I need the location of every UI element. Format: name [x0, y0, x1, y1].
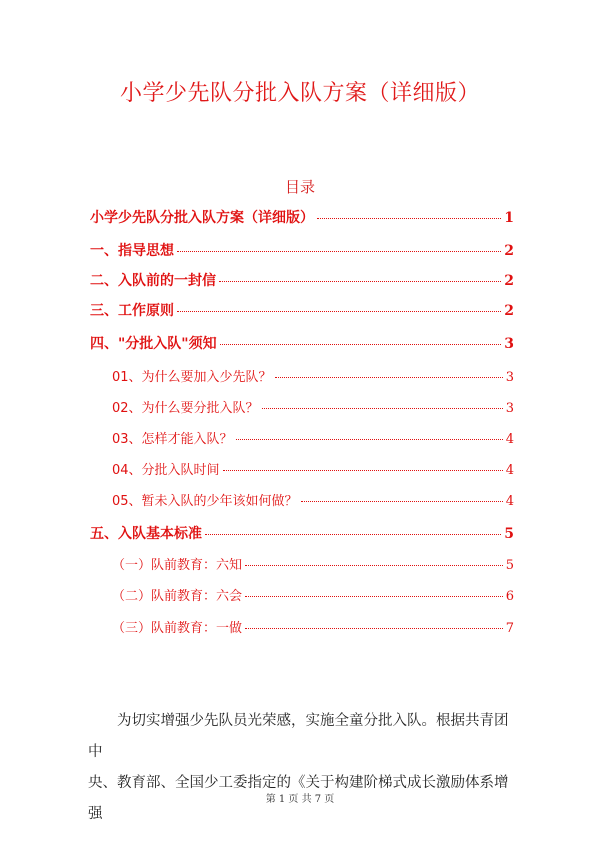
toc-leader-dots	[205, 534, 501, 535]
toc-entry[interactable]	[112, 459, 514, 478]
document-title: 小学少先队分批入队方案（详细版）	[119, 81, 480, 106]
toc-entry-page-number: 2	[504, 243, 514, 259]
toc-entry-label: （三）队前教育：一做	[112, 621, 243, 636]
toc-entry-page-number: 4	[505, 432, 514, 447]
toc-entry[interactable]	[90, 240, 514, 260]
toc-entry[interactable]	[90, 333, 514, 353]
toc-leader-dots	[245, 596, 503, 597]
toc-entry-page-number: 7	[505, 621, 514, 636]
toc-leader-dots	[220, 344, 502, 345]
toc-entry-label: 三、工作原则	[90, 303, 174, 319]
body-paragraph	[88, 706, 512, 830]
page-footer: 第 1 页 共 7 页	[265, 794, 335, 805]
toc-entry[interactable]	[112, 617, 514, 636]
toc-entry-label: 小学少先队分批入队方案（详细版）	[90, 210, 314, 226]
toc-leader-dots	[301, 501, 503, 502]
toc-entry-page-number: 3	[505, 370, 514, 385]
toc-entry[interactable]	[112, 397, 514, 416]
toc-entry[interactable]	[90, 207, 514, 227]
toc-entry[interactable]	[112, 428, 514, 447]
toc-entry-label: 05、暂未入队的少年该如何做？	[112, 494, 298, 509]
body-line: 央、教育部、全国少工委指定的《关于构建阶梯式成长激励体系增强	[88, 775, 509, 822]
toc-entry-page-number: 5	[504, 526, 514, 542]
toc-entry-page-number: 5	[505, 558, 514, 573]
toc-entry-label: 一、指导思想	[90, 243, 174, 259]
toc-heading: 目录	[284, 178, 315, 196]
toc-leader-dots	[177, 311, 501, 312]
toc-entry-label: 04、分批入队时间	[112, 463, 220, 478]
toc-entry-page-number: 1	[504, 210, 514, 226]
toc-entry-label: 02、为什么要分批入队？	[112, 401, 259, 416]
toc-leader-dots	[219, 281, 501, 282]
toc-leader-dots	[245, 565, 503, 566]
toc-leader-dots	[177, 251, 501, 252]
toc-entry-label: 四、"分批入队"须知	[90, 336, 217, 352]
toc-entry[interactable]	[112, 366, 514, 385]
toc-entry-page-number: 2	[504, 303, 514, 319]
toc-leader-dots	[223, 470, 503, 471]
toc-entry-label: 03、怎样才能入队？	[112, 432, 233, 447]
toc-entry[interactable]	[90, 523, 514, 543]
toc-entry-label: （一）队前教育：六知	[112, 558, 243, 573]
toc-entry-label: 01、为什么要加入少先队？	[112, 370, 272, 385]
toc-entry[interactable]	[112, 490, 514, 509]
toc-entry[interactable]	[112, 585, 514, 604]
toc-entry-page-number: 3	[504, 336, 514, 352]
toc-leader-dots	[317, 218, 501, 219]
toc-leader-dots	[262, 408, 503, 409]
toc-entry[interactable]	[90, 270, 514, 290]
toc-leader-dots	[275, 377, 503, 378]
toc-entry[interactable]	[112, 554, 514, 573]
toc-entry-label: （二）队前教育：六会	[112, 589, 243, 604]
toc-entry-page-number: 6	[505, 589, 514, 604]
toc-entry[interactable]	[90, 300, 514, 320]
toc-entry-page-number: 3	[505, 401, 514, 416]
toc-entry-label: 二、入队前的一封信	[90, 273, 216, 289]
toc-entry-page-number: 4	[505, 494, 514, 509]
toc-entry-page-number: 4	[505, 463, 514, 478]
body-line: 为切实增强少先队员光荣感，实施全童分批入队。根据共青团中	[88, 713, 509, 760]
toc-leader-dots	[245, 628, 503, 629]
toc-entry-label: 五、入队基本标准	[90, 526, 202, 542]
toc-entry-page-number: 2	[504, 273, 514, 289]
toc-leader-dots	[236, 439, 503, 440]
